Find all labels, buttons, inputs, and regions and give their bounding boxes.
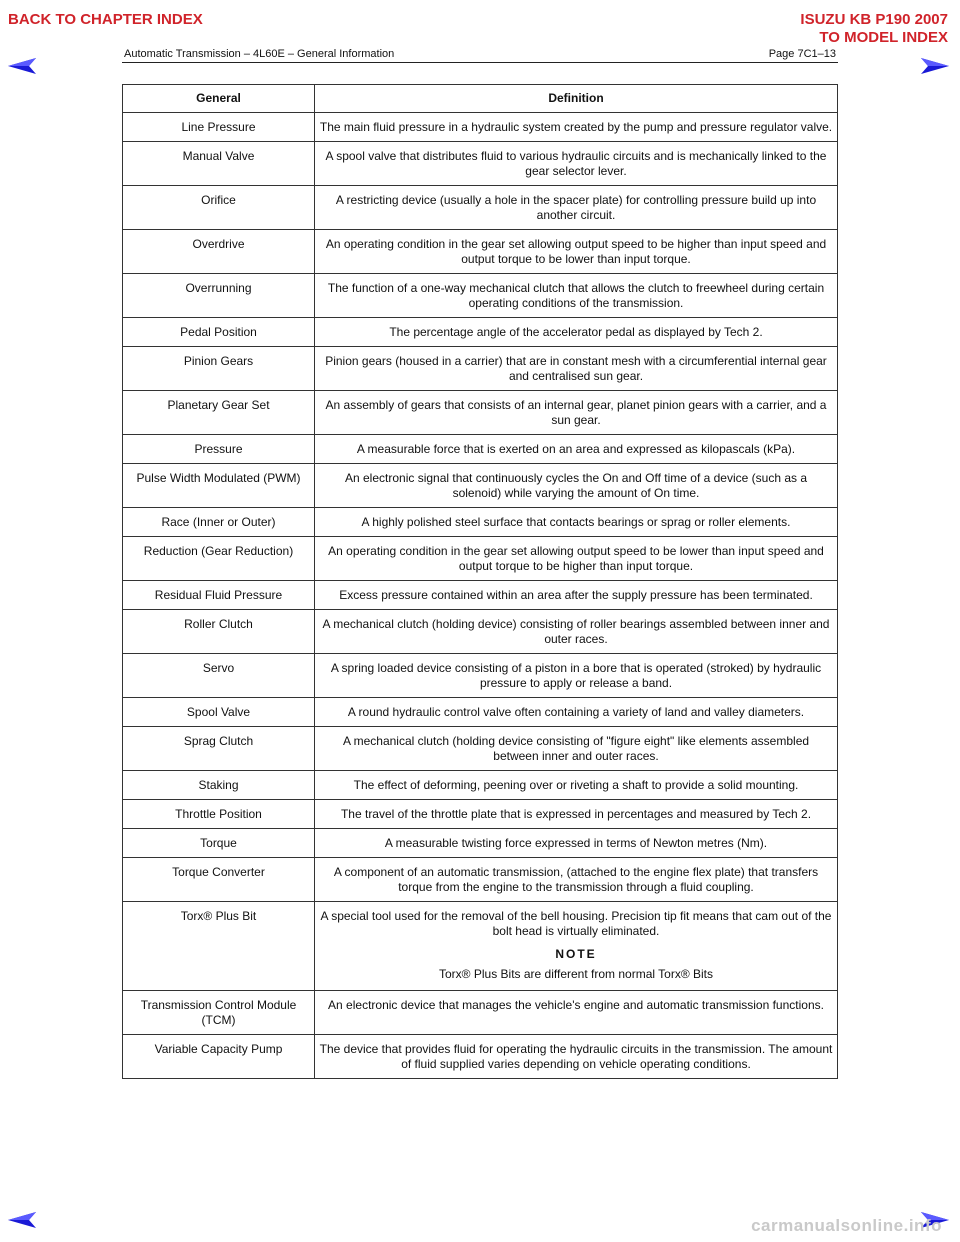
model-title-link[interactable]: ISUZU KB P190 2007 bbox=[800, 11, 948, 28]
definition-text: An assembly of gears that consists of an internal gear, planet pinion gears with a carrier, and a sun gear. bbox=[325, 398, 827, 427]
table-row bbox=[123, 464, 838, 508]
table-row bbox=[123, 991, 838, 1035]
definition-text: A special tool used for the removal of the bell housing. Precision tip fit means that cam out of the bolt head is virtually eliminated. bbox=[320, 909, 832, 938]
header-divider bbox=[122, 62, 838, 63]
definition-text: An electronic device that manages the vehicle's engine and automatic transmission functions. bbox=[328, 998, 824, 1012]
table-row bbox=[123, 727, 838, 771]
table-row bbox=[123, 581, 838, 610]
to-model-index-link[interactable]: TO MODEL INDEX bbox=[819, 29, 948, 46]
definition-cell bbox=[315, 698, 838, 727]
next-page-arrow-icon[interactable] bbox=[920, 56, 950, 76]
definition-cell bbox=[315, 654, 838, 698]
definition-cell bbox=[315, 435, 838, 464]
definition-text: The function of a one-way mechanical clutch that allows the clutch to freewheel during certain operating conditions of the transmission. bbox=[327, 281, 825, 310]
table-row bbox=[123, 347, 838, 391]
term-cell: Variable Capacity Pump bbox=[123, 1035, 315, 1079]
definition-cell bbox=[315, 508, 838, 537]
term-cell: Staking bbox=[123, 771, 315, 800]
definition-text: A highly polished steel surface that contacts bearings or sprag or roller elements. bbox=[361, 515, 791, 529]
definition-text: The main fluid pressure in a hydraulic system created by the pump and pressure regulator valve. bbox=[319, 120, 833, 134]
term-cell: Line Pressure bbox=[123, 113, 315, 142]
table-row bbox=[123, 142, 838, 186]
definition-cell bbox=[315, 391, 838, 435]
definition-cell bbox=[315, 537, 838, 581]
definition-cell bbox=[315, 858, 838, 902]
note-text: Torx® Plus Bits are different from normal Torx® Bits bbox=[439, 967, 713, 981]
definition-text: An operating condition in the gear set allowing output speed to be lower than input speed and output torque to be higher than input torque. bbox=[328, 544, 824, 573]
definition-text: The effect of deforming, peening over or riveting a shaft to provide a solid mounting. bbox=[353, 778, 799, 792]
table-row bbox=[123, 391, 838, 435]
definition-cell bbox=[315, 727, 838, 771]
term-cell: Torque Converter bbox=[123, 858, 315, 902]
table-row bbox=[123, 771, 838, 800]
term-cell: Servo bbox=[123, 654, 315, 698]
definition-cell bbox=[315, 142, 838, 186]
definition-cell bbox=[315, 113, 838, 142]
table-row bbox=[123, 537, 838, 581]
term-cell: Pedal Position bbox=[123, 318, 315, 347]
table-row bbox=[123, 435, 838, 464]
term-cell: Residual Fluid Pressure bbox=[123, 581, 315, 610]
definition-text: A round hydraulic control valve often containing a variety of land and valley diameters. bbox=[347, 705, 805, 719]
previous-page-bottom-arrow-icon[interactable] bbox=[7, 1210, 37, 1230]
term-cell: Overdrive bbox=[123, 230, 315, 274]
term-cell: Throttle Position bbox=[123, 800, 315, 829]
previous-page-arrow-icon[interactable] bbox=[7, 56, 37, 76]
document-title: Automatic Transmission – 4L60E – General Information bbox=[124, 48, 395, 60]
column-header-definition: Definition bbox=[315, 85, 838, 113]
term-cell: Orifice bbox=[123, 186, 315, 230]
definition-text: A mechanical clutch (holding device) consisting of roller bearings assembled between inner and outer races. bbox=[322, 617, 830, 646]
term-cell: Overrunning bbox=[123, 274, 315, 318]
definition-text: The percentage angle of the accelerator pedal as displayed by Tech 2. bbox=[389, 325, 763, 339]
definition-text: The travel of the throttle plate that is expressed in percentages and measured by Tech 2. bbox=[340, 807, 812, 821]
definition-text: Pinion gears (housed in a carrier) that are in constant mesh with a circumferential internal gear and centralised sun gear. bbox=[325, 354, 827, 383]
term-cell: Roller Clutch bbox=[123, 610, 315, 654]
table-row bbox=[123, 829, 838, 858]
definition-cell bbox=[315, 771, 838, 800]
table-row bbox=[123, 698, 838, 727]
term-cell: Manual Valve bbox=[123, 142, 315, 186]
table-row bbox=[123, 318, 838, 347]
term-cell: Torx® Plus Bit bbox=[123, 902, 315, 991]
back-to-chapter-index-link[interactable]: BACK TO CHAPTER INDEX bbox=[8, 11, 203, 28]
definition-cell bbox=[315, 464, 838, 508]
definition-cell bbox=[315, 230, 838, 274]
definition-cell bbox=[315, 186, 838, 230]
definition-cell bbox=[315, 581, 838, 610]
term-cell: Race (Inner or Outer) bbox=[123, 508, 315, 537]
table-row bbox=[123, 274, 838, 318]
table-row bbox=[123, 1035, 838, 1079]
table-row bbox=[123, 610, 838, 654]
definition-text: Excess pressure contained within an area after the supply pressure has been terminated. bbox=[339, 588, 813, 602]
page-number: Page 7C1–13 bbox=[768, 48, 836, 60]
table-row bbox=[123, 800, 838, 829]
term-cell: Torque bbox=[123, 829, 315, 858]
table-row bbox=[123, 230, 838, 274]
definition-cell bbox=[315, 1035, 838, 1079]
definition-cell bbox=[315, 610, 838, 654]
definition-cell bbox=[315, 902, 838, 991]
table-row bbox=[123, 858, 838, 902]
table-row bbox=[123, 654, 838, 698]
definition-text: A measurable twisting force expressed in terms of Newton metres (Nm). bbox=[384, 836, 768, 850]
definition-text: A spool valve that distributes fluid to various hydraulic circuits and is mechanically linked to the gear selector lever. bbox=[325, 149, 827, 178]
term-cell: Pulse Width Modulated (PWM) bbox=[123, 464, 315, 508]
glossary-table bbox=[122, 84, 838, 1079]
definition-cell bbox=[315, 347, 838, 391]
definition-cell bbox=[315, 991, 838, 1035]
term-cell: Planetary Gear Set bbox=[123, 391, 315, 435]
definition-text: A component of an automatic transmission, (attached to the engine flex plate) that transfers torque from the engine to the transmission through a fluid coupling. bbox=[333, 865, 819, 894]
table-row bbox=[123, 186, 838, 230]
term-cell: Pinion Gears bbox=[123, 347, 315, 391]
definition-text: An electronic signal that continuously cycles the On and Off time of a device (such as a solenoid) while varying the amount of On time. bbox=[344, 471, 808, 500]
definition-cell bbox=[315, 318, 838, 347]
note-heading: NOTE bbox=[555, 947, 597, 961]
table-row bbox=[123, 113, 838, 142]
definition-cell bbox=[315, 274, 838, 318]
definition-text: A mechanical clutch (holding device consisting of "figure eight" like elements assembled between inner and outer races. bbox=[342, 734, 810, 763]
definition-text: An operating condition in the gear set allowing output speed to be higher than input speed and output torque to be lower than input torque. bbox=[325, 237, 827, 266]
column-header-general: General bbox=[123, 85, 315, 113]
table-row bbox=[123, 508, 838, 537]
definition-cell bbox=[315, 829, 838, 858]
term-cell: Spool Valve bbox=[123, 698, 315, 727]
term-cell: Transmission Control Module (TCM) bbox=[123, 991, 315, 1035]
definition-text: The device that provides fluid for operating the hydraulic circuits in the transmission. The amount of fluid supplied varies depending on vehicle operating conditions. bbox=[319, 1042, 833, 1071]
term-cell: Reduction (Gear Reduction) bbox=[123, 537, 315, 581]
table-row bbox=[123, 902, 838, 991]
table-header-row bbox=[123, 85, 838, 113]
definition-cell bbox=[315, 800, 838, 829]
term-cell: Sprag Clutch bbox=[123, 727, 315, 771]
watermark: carmanualsonline.info bbox=[751, 1216, 942, 1235]
term-cell: Pressure bbox=[123, 435, 315, 464]
definition-text: A measurable force that is exerted on an area and expressed as kilopascals (kPa). bbox=[356, 442, 796, 456]
definition-text: A spring loaded device consisting of a piston in a bore that is operated (stroked) by hydraulic pressure to apply or release a band. bbox=[330, 661, 822, 690]
definition-text: A restricting device (usually a hole in the spacer plate) for controlling pressure build up into another circuit. bbox=[335, 193, 817, 222]
